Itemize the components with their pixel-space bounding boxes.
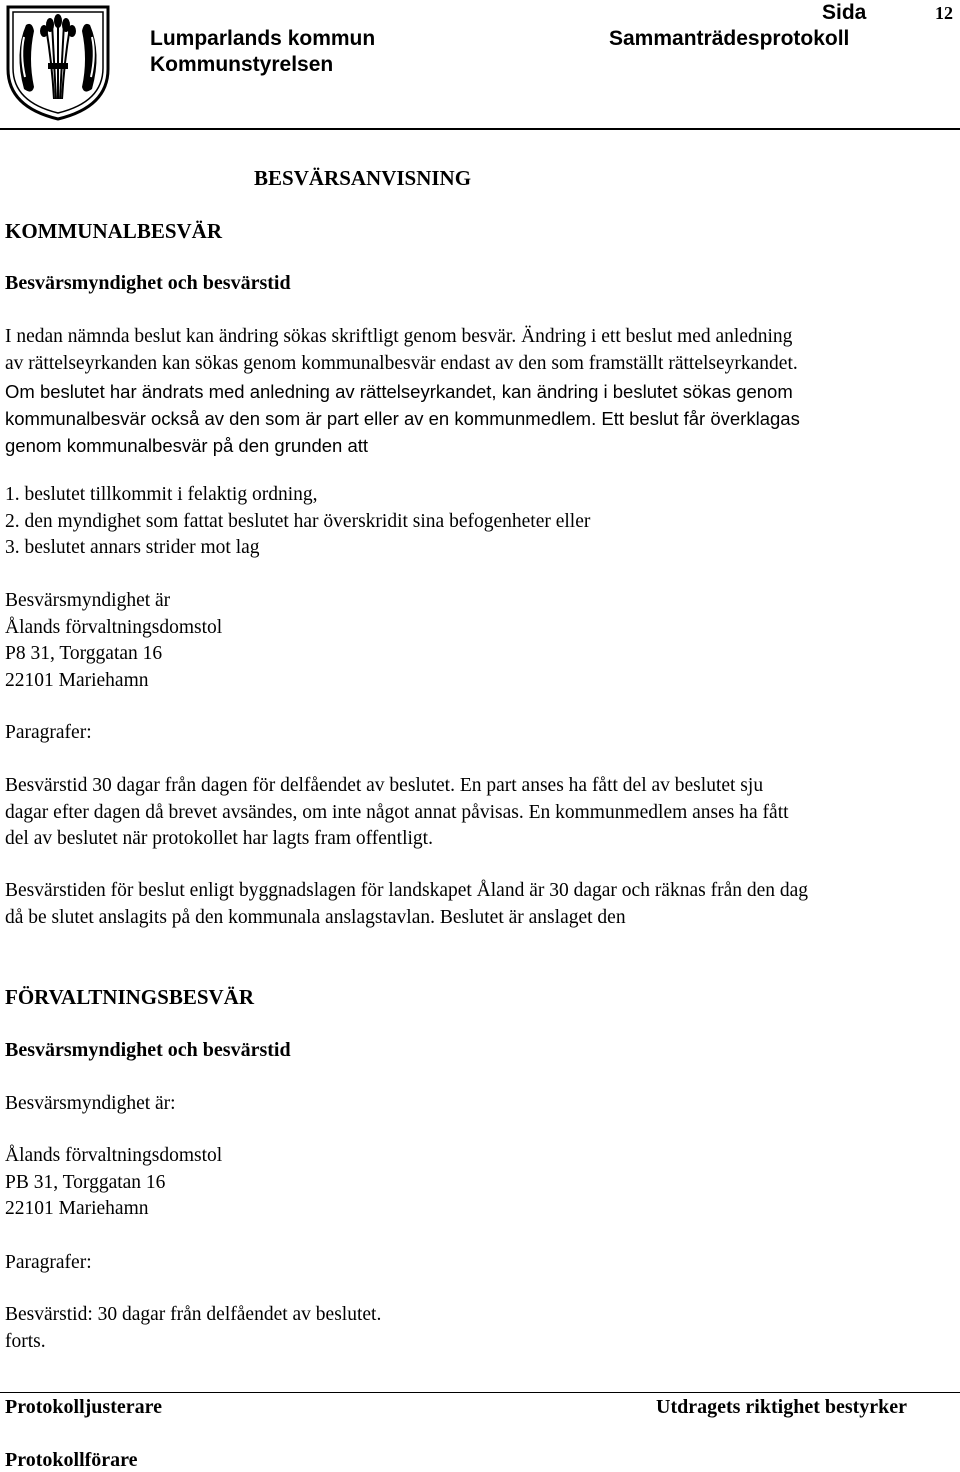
authority-name: Ålands förvaltningsdomstol xyxy=(5,616,223,638)
forv-authority-address: PB 31, Torggatan 16 xyxy=(5,1171,166,1193)
protokollforare-label: Protokollförare xyxy=(5,1449,138,1471)
authority-city: 22101 Mariehamn xyxy=(5,669,149,691)
kommunalbesvar-subheading: Besvärsmyndighet och besvärstid xyxy=(5,272,291,294)
appeal-time-paragraph xyxy=(5,773,789,853)
continued-note: forts. xyxy=(5,1330,46,1352)
excerpt-verification-label: Utdragets riktighet bestyrker xyxy=(656,1396,908,1418)
forv-authority-city: 22101 Mariehamn xyxy=(5,1198,149,1219)
forv-authority-block xyxy=(5,1143,222,1223)
forv-paragraphs-label: Paragrafer: xyxy=(5,1252,92,1273)
page-label: Sida xyxy=(822,1,867,24)
appeal-time-line: Besvärstid 30 dagar från dagen för delfåendet av beslutet. En part anses ha fått del av beslutet sju xyxy=(5,775,764,796)
forv-authority-name: Ålands förvaltningsdomstol xyxy=(5,1145,223,1166)
building-law-paragraph xyxy=(5,878,808,931)
section-title: BESVÄRSANVISNING xyxy=(254,166,472,190)
building-law-line: då be slutet anslagits på den kommunala anslagstavlan. Beslutet är anslaget den xyxy=(5,906,626,928)
coat-of-arms-logo xyxy=(2,3,114,121)
forvaltningsbesvar-subheading: Besvärsmyndighet och besvärstid xyxy=(5,1039,291,1061)
document-type: Sammanträdesprotokoll xyxy=(609,27,850,50)
paragraphs-label: Paragrafer: xyxy=(5,722,92,743)
footer-divider xyxy=(0,1392,960,1393)
forvaltningsbesvar-heading: FÖRVALTNINGSBESVÄR xyxy=(5,985,255,1009)
appeal-time-line: dagar efter dagen då brevet avsändes, om inte något annat påvisas. En kommunmedlem anses ha fått xyxy=(5,801,789,823)
header-divider xyxy=(0,128,960,130)
forv-authority-label: Besvärsmyndighet är: xyxy=(5,1093,176,1114)
amendment-line: Om beslutet har ändrats med anledning av rättelseyrkandet, kan ändring i beslutet sökas genom xyxy=(5,381,793,402)
grounds-item: 1. beslutet tillkommit i felaktig ordning, xyxy=(5,484,318,505)
grounds-item: 2. den myndighet som fattat beslutet har överskridit sina befogenheter eller xyxy=(5,510,591,532)
amendment-paragraph xyxy=(5,378,800,459)
grounds-list xyxy=(5,482,590,562)
amendment-line: kommunalbesvär också av den som är part eller av en kommunmedlem. Ett beslut får överklagas xyxy=(5,408,800,429)
forv-time-line: Besvärstid: 30 dagar från delfåendet av beslutet. xyxy=(5,1304,382,1325)
grounds-item: 3. beslutet annars strider mot lag xyxy=(5,537,260,558)
forv-time-block xyxy=(5,1302,381,1355)
appeal-time-line: del av beslutet när protokollet har lagts fram offentligt. xyxy=(5,828,433,849)
authority-label: Besvärsmyndighet är xyxy=(5,590,171,611)
building-law-line: Besvärstiden för beslut enligt byggnadslagen för landskapet Åland är 30 dagar och räknas från den dag xyxy=(5,880,809,901)
org-name: Lumparlands kommun xyxy=(150,27,376,50)
department-name: Kommunstyrelsen xyxy=(150,53,334,76)
protokolljusterare-label: Protokolljusterare xyxy=(5,1396,163,1418)
intro-paragraph xyxy=(5,324,798,377)
authority-address: P8 31, Torggatan 16 xyxy=(5,643,163,664)
kommunalbesvar-heading: KOMMUNALBESVÄR xyxy=(5,219,223,243)
page-number: 12 xyxy=(935,3,953,23)
intro-line: I nedan nämnda beslut kan ändring sökas skriftligt genom besvär. Ändring i ett beslut med anledning xyxy=(5,326,793,347)
amendment-line: genom kommunalbesvär på den grunden att xyxy=(5,435,369,456)
authority-block xyxy=(5,588,222,694)
intro-line: av rättelseyrkanden kan sökas genom kommunalbesvär endast av den som framställt rättelseyrkandet. xyxy=(5,352,798,374)
